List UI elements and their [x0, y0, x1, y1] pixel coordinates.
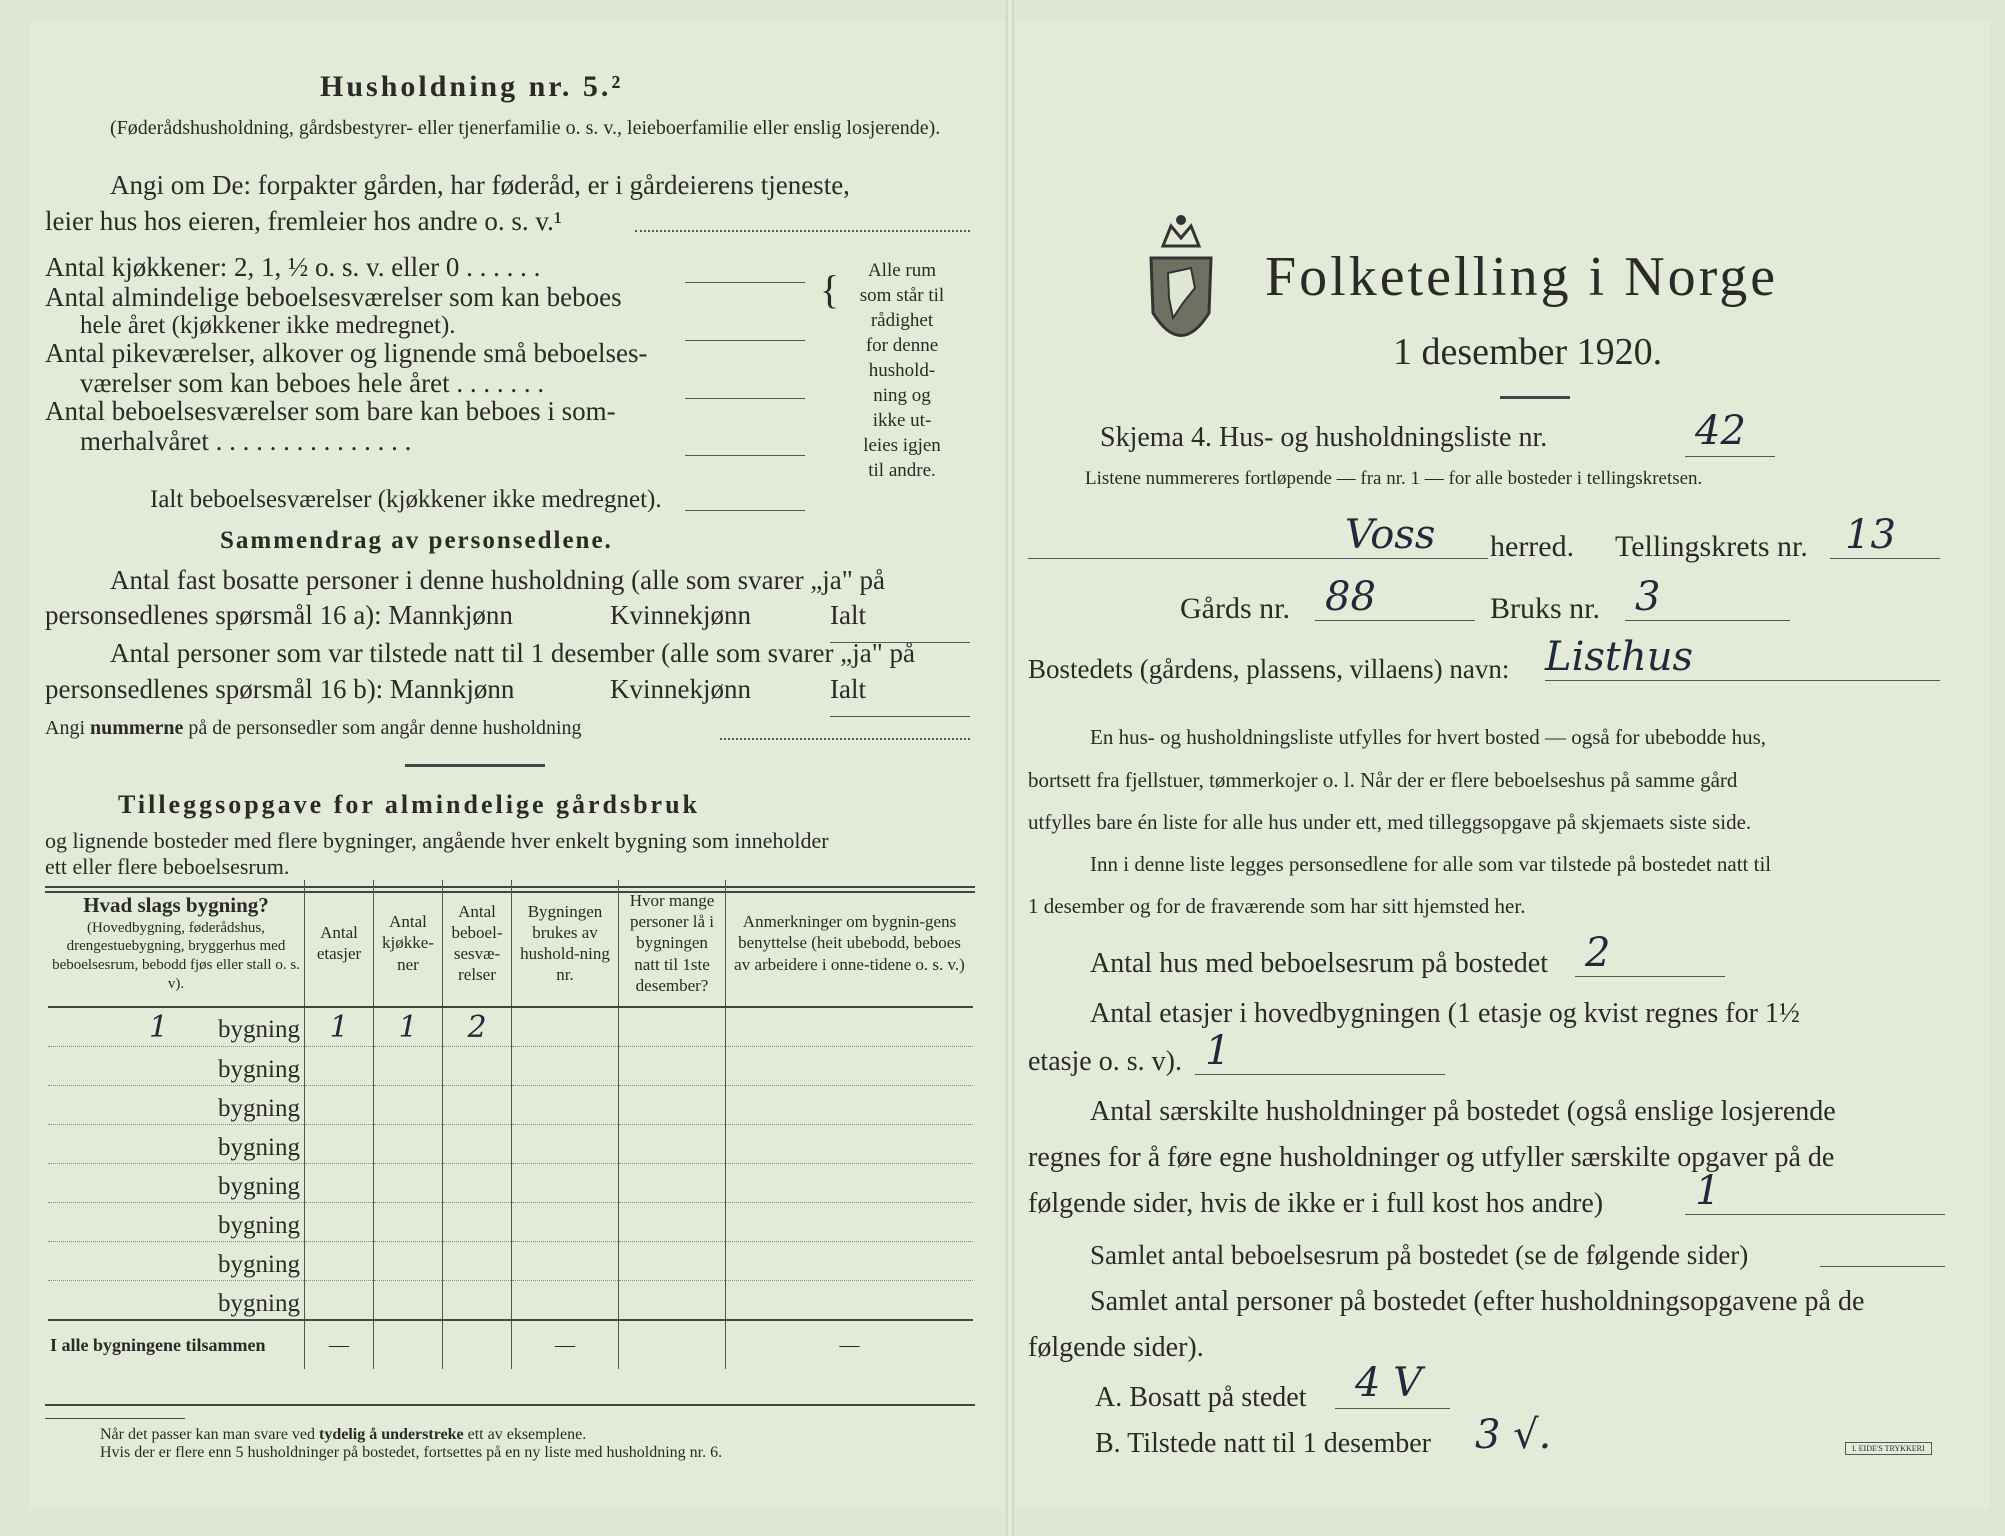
antal-hus-value: 2	[1585, 930, 1611, 976]
household-subtitle: (Føderådshusholdning, gårdsbestyrer- eller tjenerfamilie o. s. v., leieboerfamilie eller enslig losjerende).	[110, 117, 941, 139]
anmerkninger-cell	[726, 1164, 974, 1203]
gards-line	[1315, 620, 1475, 621]
angi-answer-line	[635, 230, 970, 232]
angi-line-1: Angi om De: forpakter gården, har føderåd, er i gårdeierens tjeneste,	[110, 170, 850, 200]
antal-hus-line	[1575, 976, 1725, 977]
etasjer-cell	[305, 1164, 374, 1203]
building-cell	[48, 1007, 305, 1047]
rooms-total-answer	[685, 510, 805, 511]
footnote-1-post: ett av eksemplene.	[463, 1426, 587, 1443]
vaerelser-cell: 2	[443, 1007, 512, 1047]
anmerkninger-cell	[726, 1086, 974, 1125]
bostedets-value: Listhus	[1545, 634, 1694, 680]
saerskilte-line-1: Antal særskilte husholdninger på bostedet (også enslige losjerende	[1090, 1096, 1836, 1127]
buildings-table	[48, 880, 973, 1369]
total-label: I alle bygningene tilsammen	[48, 1320, 305, 1369]
vaerelser-cell	[443, 1125, 512, 1164]
building-cell	[48, 1164, 305, 1203]
etasjer-line-1: Antal etasjer i hovedbygningen (1 etasje og kvist regnes for 1½	[1090, 998, 1800, 1029]
header-vaerelser: Antal beboel-sesvæ-relser	[443, 880, 512, 1007]
bygning-label: bygning	[218, 1056, 300, 1083]
table-row	[48, 1164, 973, 1203]
husholdning-cell	[512, 1281, 619, 1321]
coat-of-arms-icon-svg	[1143, 208, 1219, 368]
side-note-line: ikke ut-	[872, 410, 932, 431]
coat-of-arms-icon	[1143, 208, 1219, 373]
para1-line3: utfylles bare én liste for alle hus under ett, med tilleggsopgave på skjemaets siste side.	[1028, 810, 1752, 834]
para1-line2: bortsett fra fjellstuer, tømmerkojer o. l. Når der er flere beboelseshus på samme gård	[1028, 768, 1738, 792]
rooms-answer-2	[685, 340, 805, 341]
footnote-1	[100, 1426, 586, 1444]
husholdning-cell	[512, 1242, 619, 1281]
antal-hus-label: Antal hus med beboelsesrum på bostedet	[1090, 948, 1549, 979]
husholdning-cell	[512, 1125, 619, 1164]
tillegg-title: Tilleggsopgave for almindelige gårdsbruk	[118, 790, 701, 819]
printer-stamp: I. EIDE'S TRYKKERI	[1845, 1442, 1932, 1455]
building-cell	[48, 1203, 305, 1242]
table-row	[48, 1125, 973, 1164]
para1-line1: En hus- og husholdningsliste utfylles for hvert bosted — også for ubebodde hus,	[1090, 725, 1766, 749]
ialt-line-1	[830, 642, 970, 643]
bruks-value: 3	[1635, 574, 1661, 620]
husholdning-cell	[512, 1007, 619, 1047]
summary-line-4: personsedlenes spørsmål 16 b): Mannkjønn	[45, 674, 515, 704]
brace: {	[820, 267, 840, 312]
left-page	[30, 20, 1005, 1510]
bosatt-label: A. Bosatt på stedet	[1095, 1382, 1307, 1413]
kjokkener-cell	[374, 1281, 443, 1321]
header-personer: Hvor mange personer lå i bygningen natt til 1ste desember?	[619, 880, 726, 1007]
header-etasjer: Antal etasjer	[305, 880, 374, 1007]
tellingskrets-label: Tellingskrets nr.	[1615, 530, 1808, 563]
husholdning-cell	[512, 1203, 619, 1242]
etasjer-cell	[305, 1242, 374, 1281]
census-date: 1 desember 1920.	[1393, 331, 1663, 373]
building-cell	[48, 1281, 305, 1321]
rooms-answer-1	[685, 282, 805, 283]
vaerelser-cell	[443, 1047, 512, 1086]
anmerkninger-cell	[726, 1125, 974, 1164]
total-husholdning-dash: —	[512, 1320, 619, 1369]
herred-value: Voss	[1345, 512, 1436, 558]
samlet-rum-line	[1820, 1266, 1945, 1267]
rooms-line-1: Antal kjøkkener: 2, 1, ½ o. s. v. eller 0 . . . . . .	[45, 252, 541, 282]
saerskilte-value: 1	[1695, 1168, 1721, 1214]
samlet-personer-line-1: Samlet antal personer på bostedet (efter husholdningsopgavene på de	[1090, 1286, 1865, 1317]
table-bottom-rule	[45, 1404, 975, 1406]
personer-cell	[619, 1086, 726, 1125]
building-cell	[48, 1047, 305, 1086]
total-personer	[619, 1320, 726, 1369]
personer-cell	[619, 1007, 726, 1047]
ialt-label-1: Ialt	[830, 600, 866, 630]
bygning-label: bygning	[218, 1134, 300, 1161]
footnote-1-bold: tydelig å understreke	[319, 1426, 464, 1443]
table-row	[48, 1242, 973, 1281]
building-cell	[48, 1086, 305, 1125]
kjokkener-cell	[374, 1047, 443, 1086]
vaerelser-cell	[443, 1086, 512, 1125]
ialt-label-2: Ialt	[830, 674, 866, 704]
kvinnekjonn-label-2: Kvinnekjønn	[610, 674, 751, 704]
rooms-line-5: værelser som kan beboes hele året . . . . . . .	[80, 368, 545, 398]
kjokkener-cell	[374, 1164, 443, 1203]
footnote-2: Hvis der er flere enn 5 husholdninger på bostedet, fortsettes på en ny liste med husholdning nr. 6.	[100, 1444, 723, 1461]
bygning-label: bygning	[218, 1173, 300, 1200]
tilstede-value: 3 √.	[1475, 1412, 1552, 1458]
side-note-line: Alle rum	[867, 260, 937, 281]
bosatt-value: 4 V	[1355, 1360, 1423, 1406]
rooms-total: Ialt beboelsesværelser (kjøkkener ikke medregnet).	[150, 486, 662, 513]
side-note-line: som står til	[859, 285, 945, 306]
table-row	[48, 1047, 973, 1086]
total-kjokkener	[374, 1320, 443, 1369]
bosatt-line	[1335, 1408, 1450, 1409]
angi-nummerne-post: på de personsedler som angår denne husholdning	[183, 717, 582, 739]
table-total-row	[48, 1320, 973, 1369]
rooms-answer-3	[685, 398, 805, 399]
personer-cell	[619, 1125, 726, 1164]
etasjer-cell	[305, 1281, 374, 1321]
etasjer-cell	[305, 1047, 374, 1086]
rooms-answer-4	[685, 455, 805, 456]
bruks-label: Bruks nr.	[1490, 592, 1601, 625]
herred-label: herred.	[1490, 530, 1575, 563]
kjokkener-cell	[374, 1125, 443, 1164]
right-page	[1015, 20, 1990, 1510]
para2-line2: 1 desember og for de fraværende som har sitt hjemsted her.	[1028, 894, 1526, 918]
bygning-label: bygning	[218, 1251, 300, 1278]
etasjer-cell	[305, 1125, 374, 1164]
total-anmerkninger-dash: —	[726, 1320, 974, 1369]
table-row	[48, 1203, 973, 1242]
header-building-type	[48, 880, 305, 1007]
vaerelser-cell	[443, 1203, 512, 1242]
rooms-line-7: merhalvåret . . . . . . . . . . . . . . .	[80, 426, 412, 456]
kjokkener-cell	[374, 1086, 443, 1125]
side-note-line: rådighet	[870, 310, 934, 331]
table-row	[48, 1086, 973, 1125]
personer-cell	[619, 1047, 726, 1086]
etasjer-cell	[305, 1203, 374, 1242]
building-nr: 1	[148, 1010, 169, 1045]
anmerkninger-cell	[726, 1242, 974, 1281]
tilstede-label: B. Tilstede natt til 1 desember	[1095, 1428, 1431, 1459]
personer-cell	[619, 1242, 726, 1281]
anmerkninger-cell	[726, 1281, 974, 1321]
anmerkninger-cell	[726, 1203, 974, 1242]
header-anmerkninger: Anmerkninger om bygnin-gens benyttelse (heit ubebodd, beboes av arbeidere i onne-tidene o. s. v.)	[726, 880, 974, 1007]
title-divider	[1500, 396, 1570, 399]
tillegg-line-1: og lignende bosteder med flere bygninger, angående hver enkelt bygning som inneholder	[45, 828, 829, 853]
personer-cell	[619, 1281, 726, 1321]
bygning-label: bygning	[218, 1290, 300, 1317]
center-fold	[1006, 0, 1014, 1536]
side-note-line: ning og	[873, 385, 931, 406]
anmerkninger-cell	[726, 1007, 974, 1047]
etasjer-line-2: etasje o. s. v).	[1028, 1046, 1182, 1077]
summary-title: Sammendrag av personsedlene.	[220, 527, 613, 554]
table-row	[48, 1007, 973, 1047]
rooms-line-4: Antal pikeværelser, alkover og lignende små beboelses-	[45, 338, 648, 368]
saerskilte-line-2: regnes for å føre egne husholdninger og utfyller særskilte opgaver på de	[1028, 1142, 1835, 1173]
side-note-line: leies igjen	[863, 435, 941, 456]
bostedets-line	[1545, 680, 1940, 681]
side-note-line: for denne	[865, 335, 939, 356]
etasjer-cell	[305, 1086, 374, 1125]
para2-line1: Inn i denne liste legges personsedlene for alle som var tilstede på bostedet natt til	[1090, 852, 1772, 876]
kvinnekjonn-label-1: Kvinnekjønn	[610, 600, 751, 630]
summary-line-1: Antal fast bosatte personer i denne husholdning (alle som svarer „ja" på	[110, 565, 886, 595]
side-note-line: til andre.	[868, 460, 936, 481]
kjokkener-cell	[374, 1203, 443, 1242]
bygning-label: bygning	[218, 1016, 300, 1043]
etasjer-answer-line	[1195, 1074, 1445, 1075]
skjema-nr-line	[1685, 456, 1775, 457]
rooms-line-6: Antal beboelsesværelser som bare kan beboes i som-	[45, 396, 616, 426]
bygning-label: bygning	[218, 1212, 300, 1239]
tellingskrets-value: 13	[1845, 512, 1896, 558]
saerskilte-line-3: følgende sider, hvis de ikke er i full kost hos andre)	[1028, 1188, 1604, 1219]
personer-cell	[619, 1203, 726, 1242]
kjokkener-cell: 1	[374, 1007, 443, 1047]
household-title: Husholdning nr. 5.²	[320, 70, 624, 103]
husholdning-cell	[512, 1047, 619, 1086]
samlet-rum: Samlet antal beboelsesrum på bostedet (se de følgende sider)	[1090, 1240, 1749, 1270]
header-kjokkener: Antal kjøkke-ner	[374, 880, 443, 1007]
main-title: Folketelling i Norge	[1265, 246, 1779, 308]
header-building-type-desc: (Hovedbygning, føderådshus, drengestuebygning, bryggerhus med beboelsesrum, bebodd fjøs eller stall o. s. v).	[52, 919, 300, 992]
herred-line	[1028, 558, 1488, 559]
tillegg-line-2: ett eller flere beboelsesrum.	[45, 854, 290, 879]
section-divider	[405, 764, 545, 767]
bruks-line	[1625, 620, 1790, 621]
samlet-personer-line-2: følgende sider).	[1028, 1332, 1204, 1363]
saerskilte-answer-line	[1685, 1214, 1945, 1215]
building-cell	[48, 1125, 305, 1164]
skjema-nr: 42	[1695, 408, 1746, 454]
nummerne-line	[720, 738, 970, 740]
nummereres-note: Listene nummereres fortløpende — fra nr. 1 — for alle bosteder i tellingskretsen.	[1085, 468, 1703, 489]
bygning-label: bygning	[218, 1095, 300, 1122]
personer-cell	[619, 1164, 726, 1203]
summary-line-2: personsedlenes spørsmål 16 a): Mannkjønn	[45, 600, 513, 630]
footnote-1-pre: Når det passer kan man svare ved	[100, 1426, 320, 1443]
building-cell	[48, 1242, 305, 1281]
rooms-line-2: Antal almindelige beboelsesværelser som kan beboes	[45, 282, 622, 312]
footnote-rule	[45, 1418, 185, 1419]
ialt-line-2	[830, 716, 970, 717]
bostedets-label: Bostedets (gårdens, plassens, villaens) navn:	[1028, 654, 1510, 684]
header-building-type-title: Hvad slags bygning?	[83, 893, 269, 918]
etasjer-cell: 1	[305, 1007, 374, 1047]
side-note-line: hushold-	[868, 360, 936, 381]
etasjer-value: 1	[1205, 1028, 1231, 1074]
skjema-line: Skjema 4. Hus- og husholdningsliste nr.	[1100, 422, 1548, 453]
summary-line-3: Antal personer som var tilstede natt til 1 desember (alle som svarer „ja" på	[110, 638, 916, 668]
header-husholdning: Bygningen brukes av hushold-ning nr.	[512, 880, 619, 1007]
angi-nummerne-bold: nummerne	[90, 717, 184, 739]
table-row	[48, 1281, 973, 1321]
vaerelser-cell	[443, 1164, 512, 1203]
total-vaerelser	[443, 1320, 512, 1369]
vaerelser-cell	[443, 1242, 512, 1281]
gards-value: 88	[1325, 574, 1376, 620]
kjokkener-cell	[374, 1242, 443, 1281]
tellingskrets-line	[1830, 558, 1940, 559]
angi-nummerne-pre: Angi	[45, 717, 90, 739]
side-note	[842, 258, 962, 483]
angi-line-2: leier hus hos eieren, fremleier hos andre o. s. v.¹	[45, 206, 562, 236]
husholdning-cell	[512, 1086, 619, 1125]
anmerkninger-cell	[726, 1047, 974, 1086]
rooms-line-3: hele året (kjøkkener ikke medregnet).	[80, 312, 456, 339]
husholdning-cell	[512, 1164, 619, 1203]
gards-label: Gårds nr.	[1180, 592, 1290, 625]
total-etasjer-dash: —	[305, 1320, 374, 1369]
vaerelser-cell	[443, 1281, 512, 1321]
angi-nummerne	[45, 717, 582, 740]
